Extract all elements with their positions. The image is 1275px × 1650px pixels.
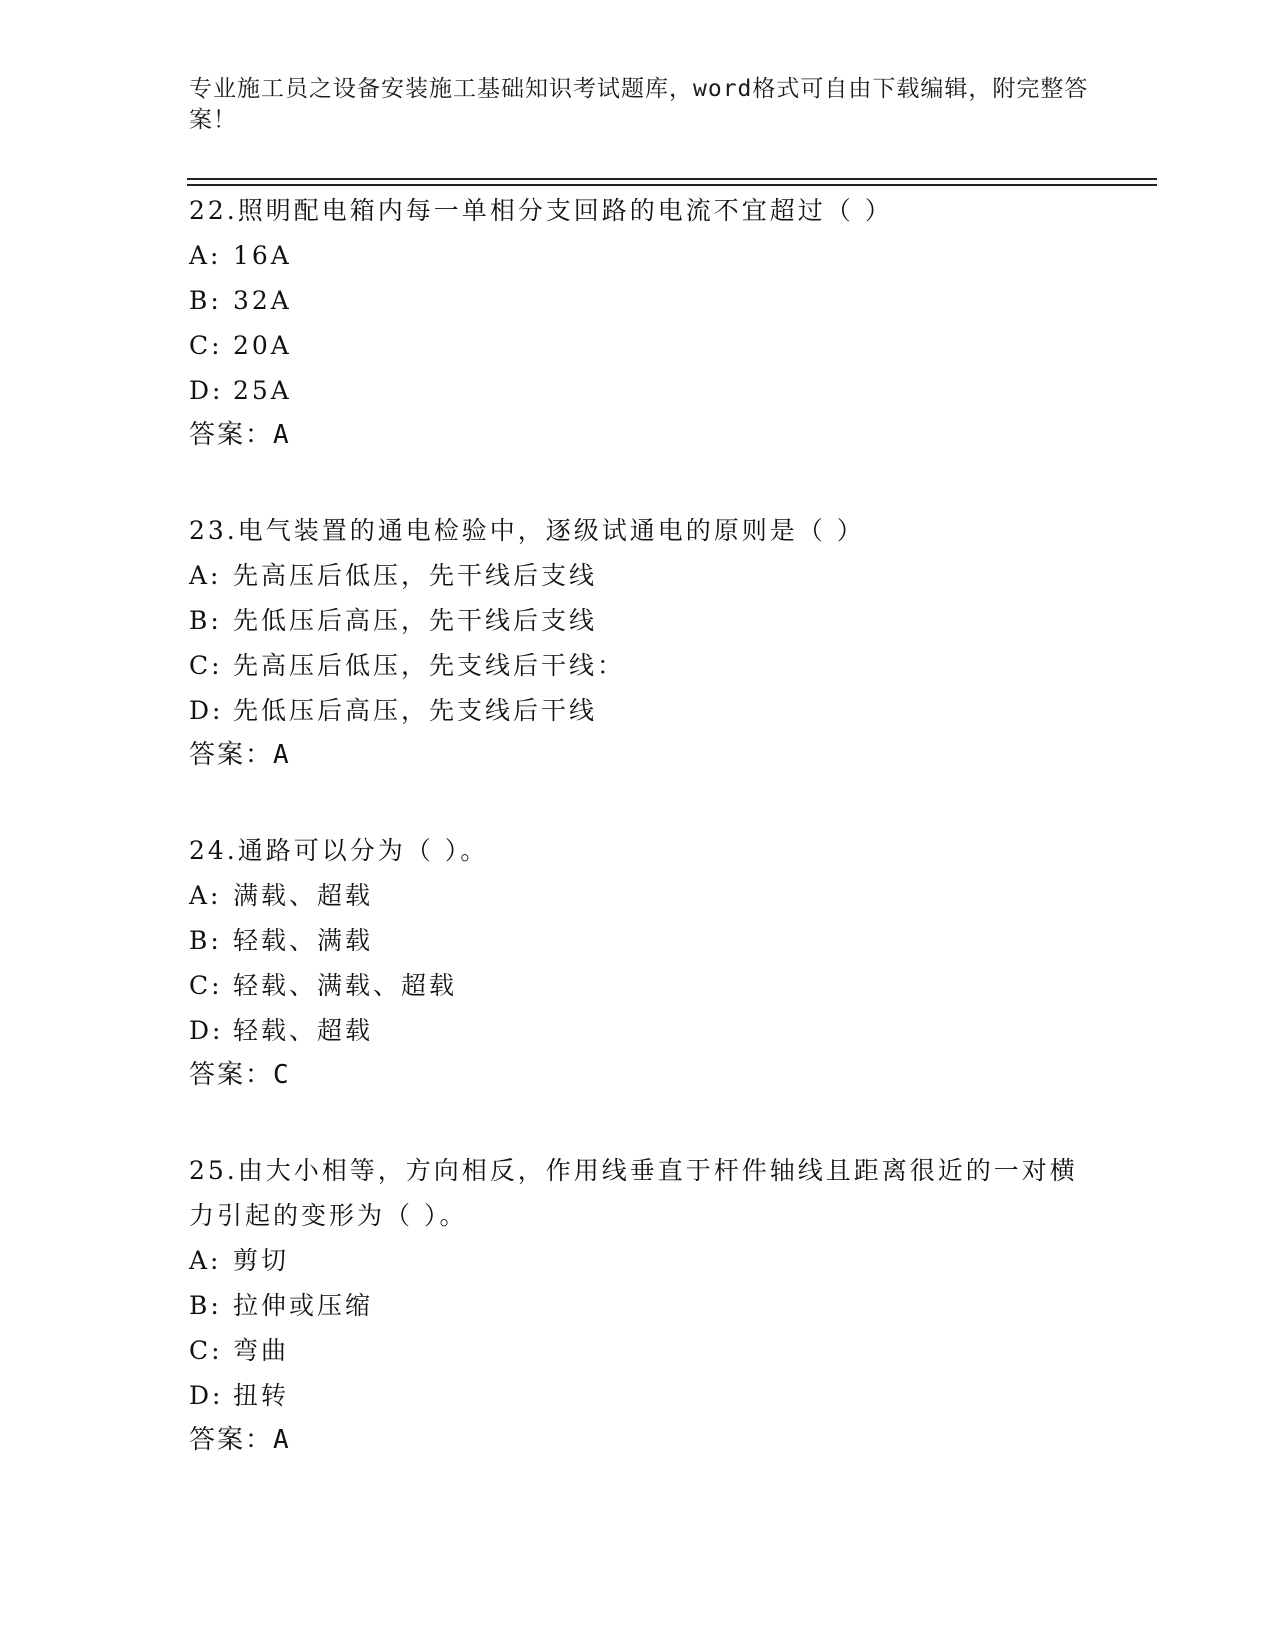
option-letter: C: (189, 1336, 223, 1365)
answer-line (189, 733, 1089, 778)
answer-label: 答案： (189, 1425, 274, 1455)
option-d (189, 368, 1089, 413)
answer-value: A (273, 420, 291, 450)
option-text: 先低压后高压，先支线后干线 (233, 696, 598, 725)
question-24 (189, 828, 1089, 1098)
answer-label: 答案： (189, 420, 274, 450)
option-letter: C: (189, 651, 223, 680)
answer-label: 答案： (189, 740, 274, 770)
option-text: 满载、超载 (233, 881, 374, 910)
option-text: 16A (233, 241, 292, 270)
option-a (189, 1238, 1089, 1283)
option-letter: C: (189, 971, 223, 1000)
option-c (189, 643, 1089, 688)
option-a (189, 233, 1089, 278)
option-text: 剪切 (233, 1246, 290, 1275)
option-b (189, 598, 1089, 643)
option-text: 先低压后高压，先干线后支线 (233, 606, 598, 635)
answer-value: C (273, 1060, 291, 1090)
answer-value: A (273, 1425, 291, 1455)
option-letter: D: (189, 1381, 224, 1410)
option-text: 先高压后低压，先支线后干线： (233, 651, 626, 680)
option-text: 轻载、满载、超载 (233, 971, 458, 1000)
option-c (189, 323, 1089, 368)
answer-value: A (273, 740, 291, 770)
option-b (189, 918, 1089, 963)
question-stem: 22.照明配电箱内每一单相分支回路的电流不宜超过（ ） (189, 196, 893, 225)
option-a (189, 873, 1089, 918)
question-22 (189, 188, 1089, 458)
option-letter: A: (189, 561, 222, 590)
option-text: 弯曲 (233, 1336, 290, 1365)
option-b (189, 1283, 1089, 1328)
option-letter: D: (189, 376, 224, 405)
option-letter: B: (189, 286, 222, 315)
header-divider-top (187, 178, 1157, 180)
option-letter: B: (189, 1291, 222, 1320)
question-23 (189, 508, 1089, 778)
option-text: 轻载、超载 (233, 1016, 374, 1045)
question-stem: 23.电气装置的通电检验中，逐级试通电的原则是（ ） (189, 516, 865, 545)
question-25 (189, 1148, 1089, 1463)
option-text: 轻载、满载 (233, 926, 374, 955)
option-text: 拉伸或压缩 (233, 1291, 374, 1320)
option-text: 先高压后低压，先干线后支线 (233, 561, 598, 590)
option-c (189, 963, 1089, 1008)
option-letter: A: (189, 241, 222, 270)
question-stem: 25.由大小相等，方向相反，作用线垂直于杆件轴线且距离很近的一对横力引起的变形为（ ）。 (189, 1156, 1078, 1230)
option-text: 32A (233, 286, 292, 315)
option-text: 扭转 (233, 1381, 290, 1410)
question-stem: 24.通路可以分为（ ）。 (189, 836, 489, 865)
option-letter: A: (189, 881, 222, 910)
option-letter: B: (189, 926, 222, 955)
answer-line (189, 1053, 1089, 1098)
option-letter: B: (189, 606, 222, 635)
option-letter: D: (189, 1016, 224, 1045)
option-d (189, 688, 1089, 733)
answer-label: 答案： (189, 1060, 274, 1090)
header-divider-bottom (187, 184, 1157, 186)
option-letter: A: (189, 1246, 222, 1275)
answer-line (189, 413, 1089, 458)
option-b (189, 278, 1089, 323)
option-c (189, 1328, 1089, 1373)
option-d (189, 1008, 1089, 1053)
option-d (189, 1373, 1089, 1418)
document-header: 专业施工员之设备安装施工基础知识考试题库，word格式可自由下载编辑，附完整答案！ (189, 76, 1089, 133)
answer-line (189, 1418, 1089, 1463)
option-text: 25A (233, 376, 292, 405)
option-letter: D: (189, 696, 224, 725)
option-a (189, 553, 1089, 598)
option-letter: C: (189, 331, 223, 360)
option-text: 20A (233, 331, 292, 360)
